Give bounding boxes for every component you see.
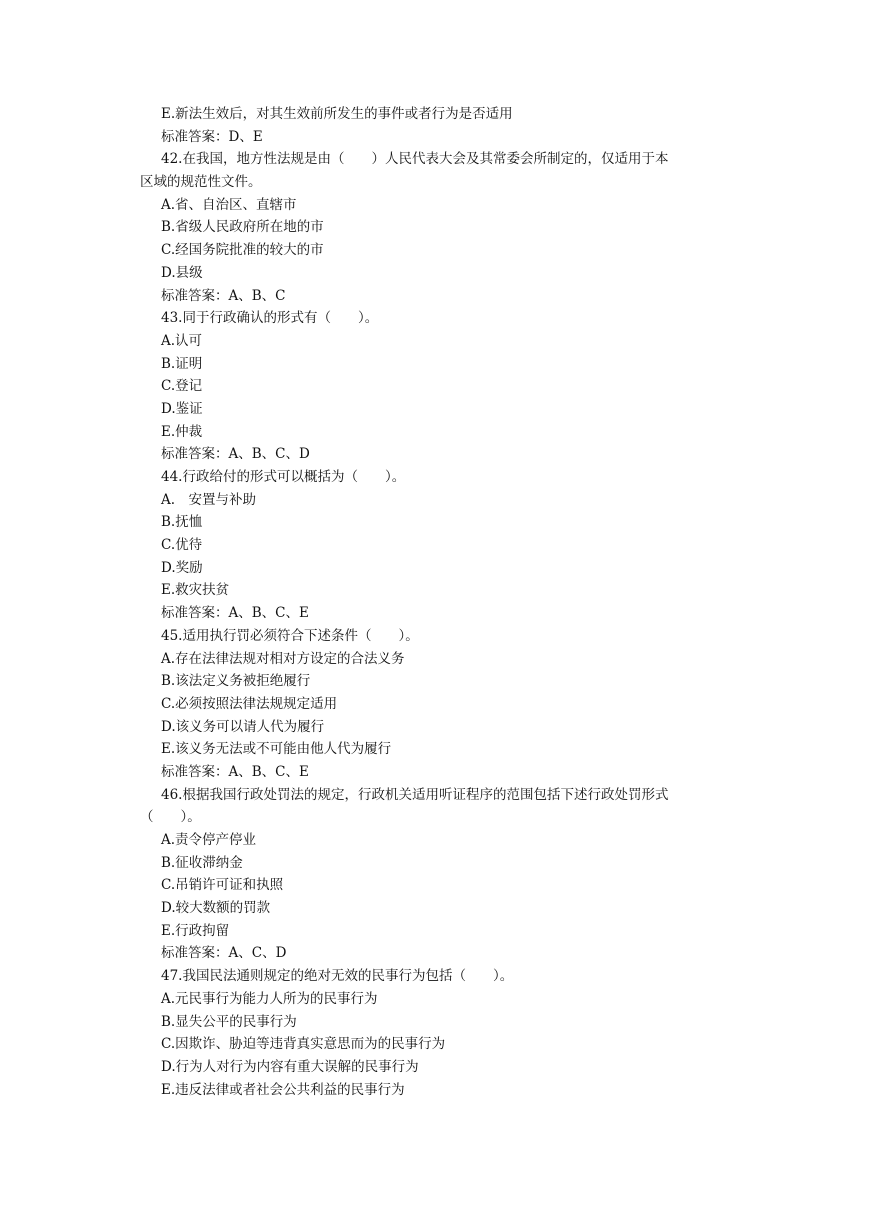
question-text-continuation: 区域的规范性文件。 [140,174,262,191]
answer-option: D.该义务可以请人代为履行 [161,718,325,735]
question-list [140,103,750,1101]
answer-option: C.因欺诈、胁迫等违背真实意思而为的民事行为 [161,1036,446,1053]
answer-option: A. 安置与补助 [161,491,257,508]
question-text: 45.适用执行罚必须符合下述条件（ ）。 [161,627,419,644]
question-text-continuation: （ ）。 [140,809,201,826]
answer-option: A.省、自治区、直辖市 [161,196,297,213]
question-text: 43.同于行政确认的形式有（ ）。 [161,310,379,327]
answer-option: D.较大数额的罚款 [161,900,271,917]
answer-option: E.新法生效后，对其生效前所发生的事件或者行为是否适用 [161,106,513,122]
standard-answer: 标准答案：A、B、C [161,287,286,304]
answer-option: A.责令停产停业 [161,832,257,848]
answer-option: D.奖励 [161,559,203,576]
answer-option: E.该义务无法或不可能由他人代为履行 [161,741,392,758]
answer-option: C.经国务院批准的较大的市 [161,242,324,259]
standard-answer: 标准答案：A、B、C、E [161,763,309,780]
standard-answer: 标准答案：A、B、C、D [161,446,310,463]
question-text: 44.行政给付的形式可以概括为（ ）。 [161,469,406,485]
answer-option: E.救灾扶贫 [161,582,230,599]
answer-option: D.县级 [161,264,203,281]
answer-option: B.省级人民政府所在地的市 [161,219,324,236]
answer-option: B.该法定义务被拒绝履行 [161,673,311,690]
question-text: 47.我国民法通则规定的绝对无效的民事行为包括（ ）。 [161,968,514,985]
question-text: 42.在我国，地方性法规是由（ ）人民代表大会及其常委会所制定的，仅适用于本 [161,151,669,168]
answer-option: A.认可 [161,332,203,349]
answer-option: B.证明 [161,355,203,372]
answer-option: B.征收滞纳金 [161,854,243,871]
answer-option: C.必须按照法律法规规定适用 [161,695,338,712]
answer-option: B.抚恤 [161,514,203,531]
answer-option: E.行政拘留 [161,922,230,939]
answer-option: A.元民事行为能力人所为的民事行为 [161,990,378,1007]
answer-option: B.显失公平的民事行为 [161,1013,297,1030]
answer-option: D.行为人对行为内容有重大误解的民事行为 [161,1058,419,1075]
standard-answer: 标准答案：D、E [161,128,263,145]
answer-option: E.仲裁 [161,423,203,440]
answer-option: E.违反法律或者社会公共利益的民事行为 [161,1081,405,1098]
answer-option: C.优待 [161,537,203,554]
answer-option: C.登记 [161,378,203,395]
answer-option: C.吊销许可证和执照 [161,877,284,894]
standard-answer: 标准答案：A、B、C、E [161,605,309,622]
question-text: 46.根据我国行政处罚法的规定，行政机关适用听证程序的范围包括下述行政处罚形式 [161,786,669,803]
answer-option: A.存在法律法规对相对方设定的合法义务 [161,650,405,667]
standard-answer: 标准答案：A、C、D [161,945,287,962]
answer-option: D.鉴证 [161,400,203,417]
